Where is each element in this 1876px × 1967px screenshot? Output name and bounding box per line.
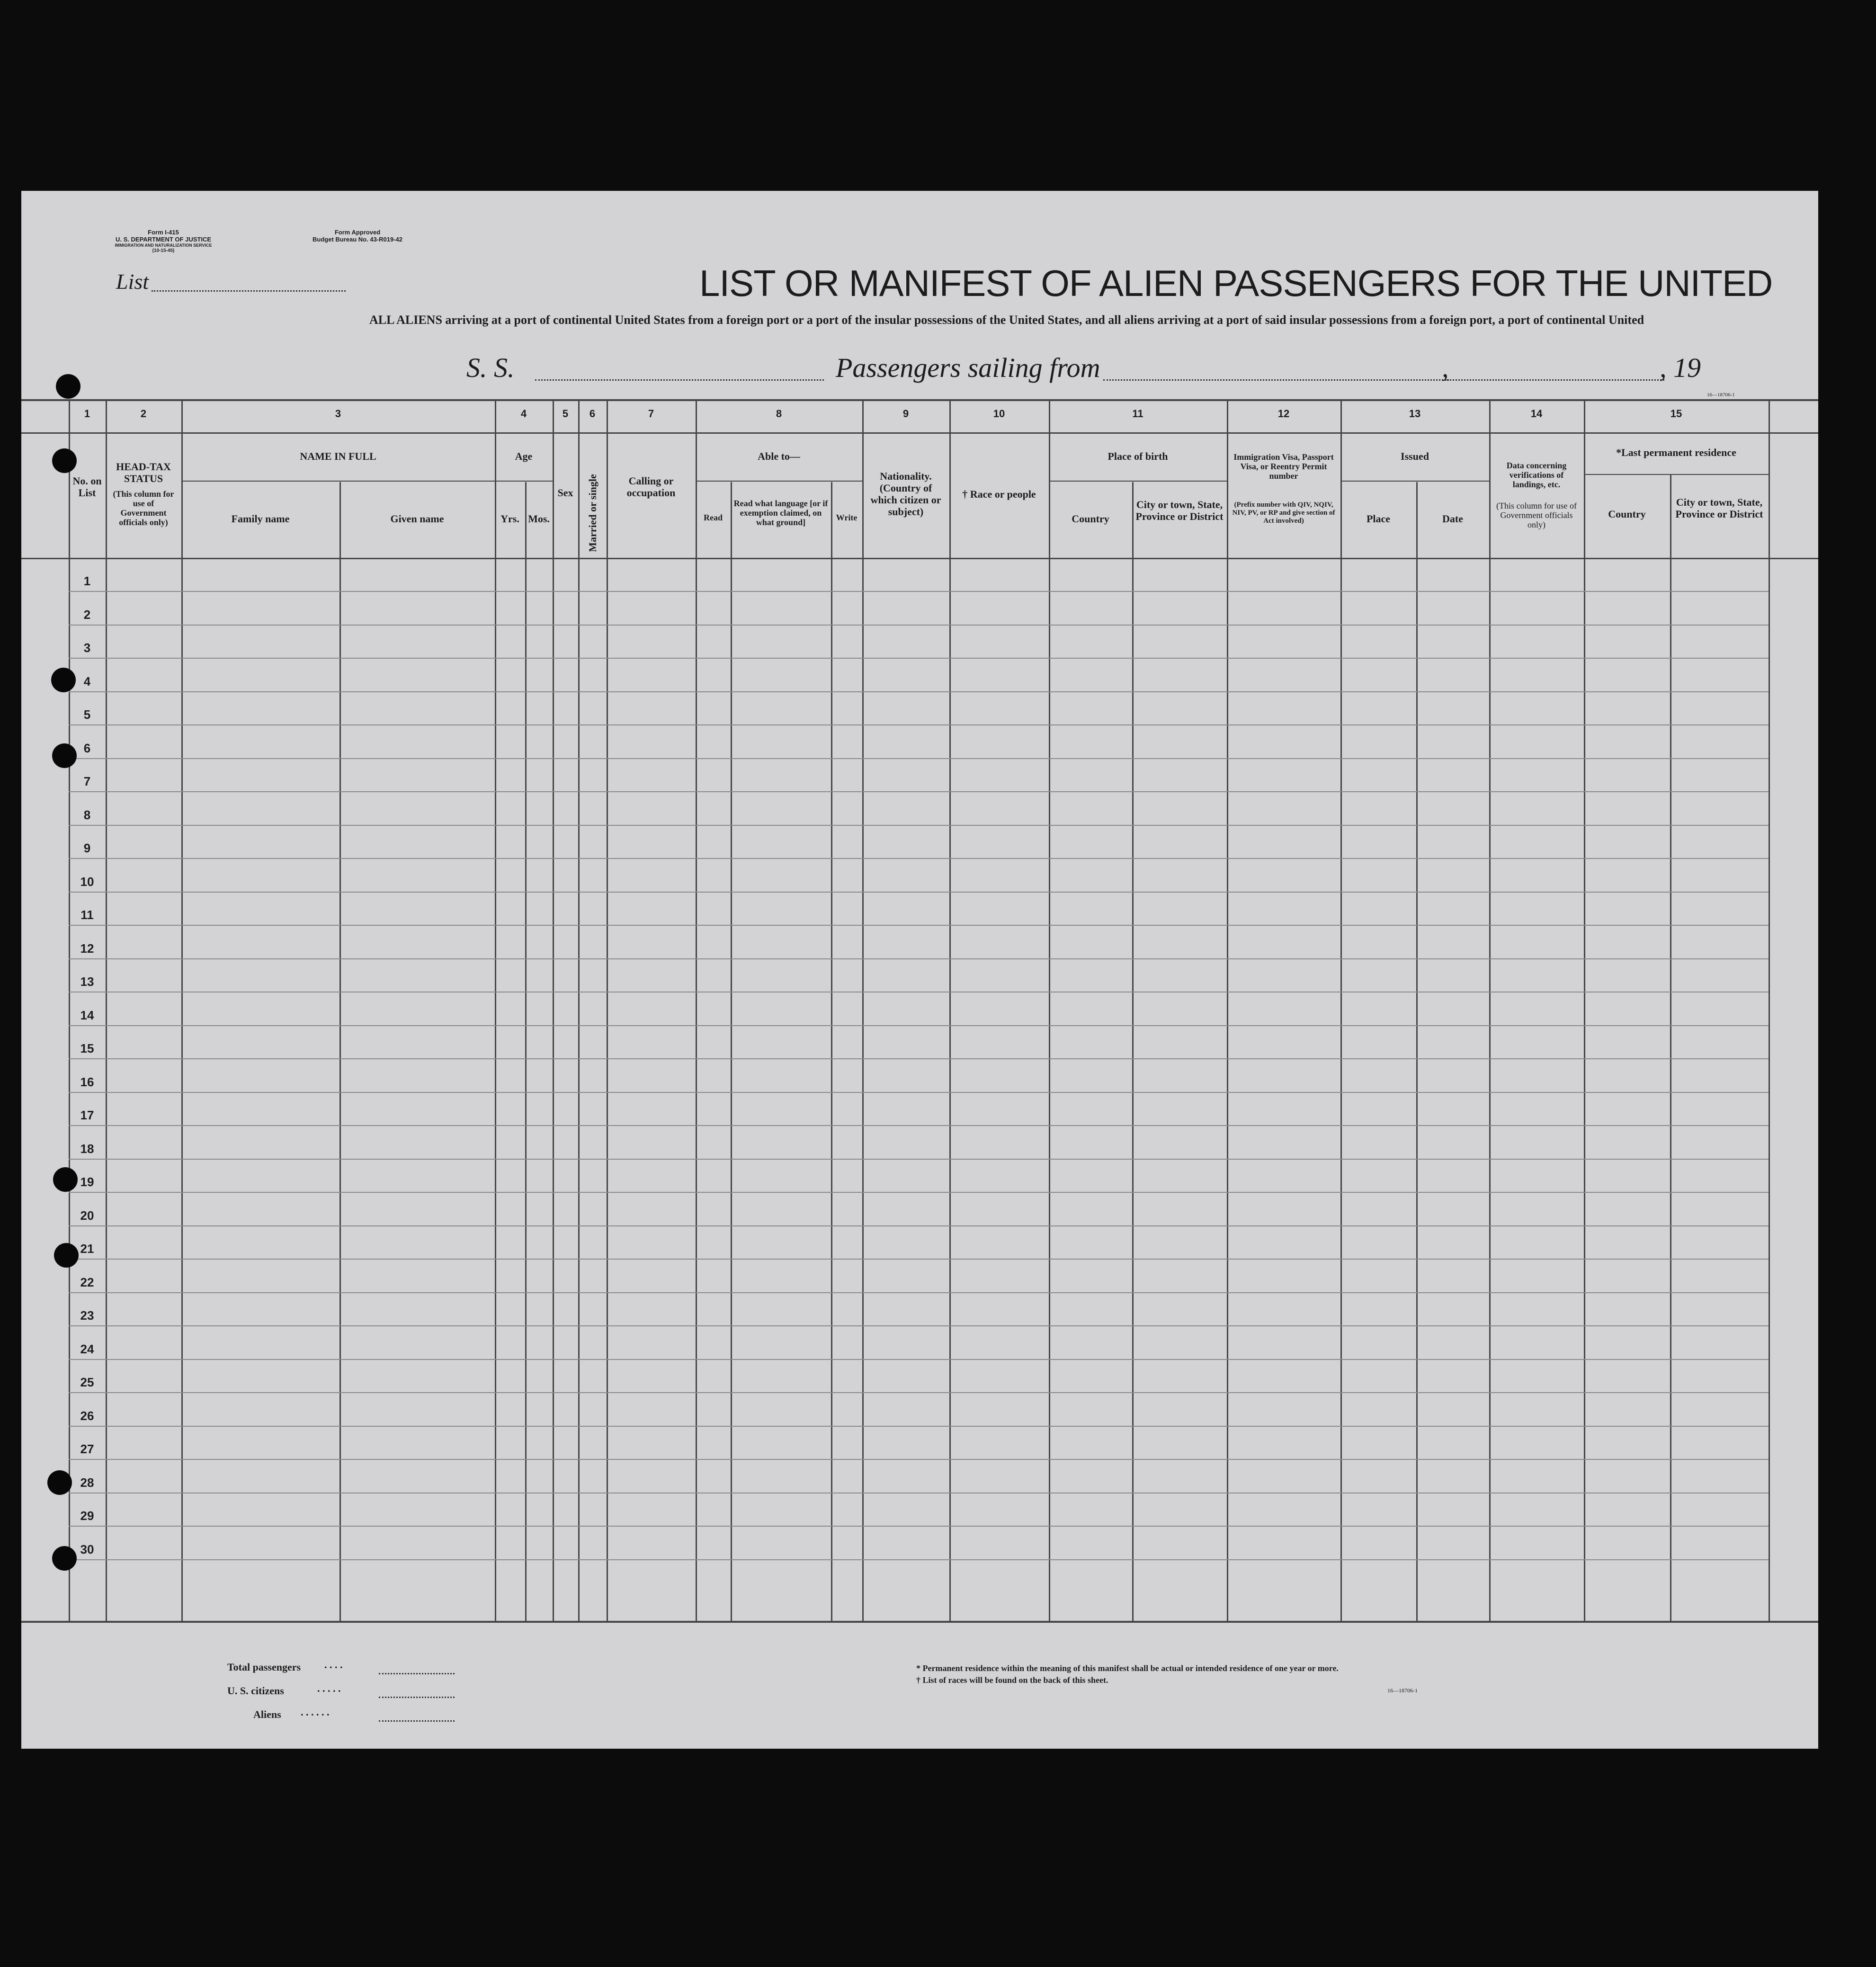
print-code-top: 16—18706-1 — [1707, 392, 1735, 398]
col-line — [1132, 482, 1134, 1621]
row-rule — [69, 1559, 1769, 1560]
col-line — [731, 482, 732, 1621]
grid-top-rule — [21, 399, 1818, 401]
row-number: 10 — [80, 874, 94, 889]
row-number: 20 — [80, 1208, 94, 1223]
header-bottom-rule — [21, 558, 1818, 559]
header-name-in-full: NAME IN FULL — [300, 450, 376, 462]
header-visa: Immigration Visa, Passport Visa, or Reentry Permit number — [1233, 452, 1334, 481]
ship-name-field[interactable] — [535, 379, 824, 381]
row-rule — [69, 625, 1769, 626]
able-group-rule — [696, 481, 862, 482]
header-place-of-birth: Place of birth — [1108, 450, 1168, 462]
row-rule — [69, 1359, 1769, 1360]
row-number: 18 — [80, 1141, 94, 1156]
issued-group-rule — [1340, 481, 1489, 482]
colnum-7: 7 — [648, 408, 654, 420]
row-rule — [69, 724, 1769, 725]
row-rule — [69, 758, 1769, 759]
list-field[interactable] — [152, 290, 346, 292]
age-group-rule — [495, 481, 553, 482]
colnum-rule — [21, 432, 1818, 434]
footnote-races: † List of races will be found on the back of this sheet. — [916, 1675, 1108, 1685]
header-last-residence: *Last permanent residence — [1616, 447, 1736, 458]
row-number: 3 — [83, 641, 91, 655]
col-line — [1584, 399, 1585, 1621]
form-approved: Form Approved — [334, 229, 381, 236]
row-number: 11 — [80, 908, 94, 922]
header-able-to: Able to— — [758, 450, 800, 462]
col-line — [949, 399, 951, 1621]
punch-hole — [56, 374, 80, 399]
row-rule — [69, 1392, 1769, 1393]
row-rule — [69, 1092, 1769, 1093]
residence-group-rule — [1584, 474, 1769, 475]
row-rule — [69, 958, 1769, 959]
aliens-field[interactable] — [379, 1720, 455, 1722]
row-rule — [69, 1058, 1769, 1059]
colnum-6: 6 — [589, 408, 596, 420]
col-line — [607, 399, 608, 1621]
row-number: 21 — [80, 1242, 94, 1256]
print-code-bottom: 16—18706-1 — [1387, 1687, 1418, 1694]
ss-label: S. S. — [466, 352, 515, 383]
footnote-residence: * Permanent residence within the meaning of this manifest shall be actual or intended residence of one year or more. — [916, 1663, 1339, 1673]
col-line — [1489, 399, 1491, 1621]
colnum-10: 10 — [993, 408, 1005, 420]
row-number: 2 — [83, 607, 91, 622]
row-rule — [69, 1526, 1769, 1527]
dots-leader: . . . . . . — [301, 1706, 330, 1718]
form-number: Form I-415 — [148, 229, 179, 236]
row-number: 17 — [80, 1108, 94, 1122]
row-number: 15 — [80, 1041, 94, 1055]
approval-info — [286, 229, 429, 243]
department: U. S. DEPARTMENT OF JUSTICE — [116, 236, 211, 243]
row-rule — [69, 1325, 1769, 1326]
colnum-5: 5 — [562, 408, 569, 420]
service: IMMIGRATION AND NATURALIZATION SERVICE — [115, 243, 212, 248]
row-number: 7 — [83, 774, 91, 788]
header-yrs: Yrs. — [500, 513, 519, 525]
row-number: 23 — [80, 1308, 94, 1323]
budget-bureau: Budget Bureau No. 43-R019-42 — [313, 236, 402, 243]
colnum-2: 2 — [140, 408, 147, 420]
row-number: 1 — [83, 574, 91, 588]
us-citizens-field[interactable] — [379, 1697, 455, 1698]
col-line — [862, 399, 864, 1621]
row-rule — [69, 658, 1769, 659]
col-line — [495, 399, 496, 1621]
col-line — [1049, 399, 1050, 1621]
punch-hole — [54, 1243, 79, 1268]
header-res-country: Country — [1608, 508, 1646, 520]
col-line — [831, 482, 832, 1621]
punch-hole — [52, 743, 77, 768]
comma-mark: , — [1442, 352, 1449, 383]
year-label: , 19 — [1660, 352, 1701, 383]
colnum-8: 8 — [776, 408, 782, 420]
row-number: 22 — [80, 1275, 94, 1289]
dots-leader: . . . . . — [317, 1682, 341, 1694]
row-number: 13 — [80, 975, 94, 989]
colnum-1: 1 — [84, 408, 90, 420]
header-read-language: Read what language [or if exemption claimed, on what ground] — [733, 499, 828, 527]
row-rule — [69, 925, 1769, 926]
row-number: 28 — [80, 1475, 94, 1490]
col-line — [181, 399, 183, 1621]
row-rule — [69, 1025, 1769, 1026]
manifest-sheet — [21, 191, 1818, 1749]
punch-hole — [52, 448, 77, 473]
header-birth-city: City or town, State, Province or District — [1135, 499, 1224, 522]
row-number: 25 — [80, 1375, 94, 1389]
row-number: 19 — [80, 1175, 94, 1189]
total-passengers-field[interactable] — [379, 1673, 455, 1674]
row-rule — [69, 1259, 1769, 1260]
col-line — [525, 482, 527, 1621]
row-number: 24 — [80, 1341, 94, 1356]
row-rule — [69, 1292, 1769, 1293]
port-field[interactable] — [1103, 379, 1449, 381]
header-given-name: Given name — [390, 513, 444, 525]
colnum-11: 11 — [1132, 408, 1143, 420]
header-no-on-list: No. on List — [72, 475, 102, 499]
header-issued-place: Place — [1366, 513, 1391, 525]
row-rule — [69, 591, 1769, 592]
col-line — [1416, 482, 1418, 1621]
header-sex: Sex — [557, 487, 573, 499]
row-rule — [69, 1159, 1769, 1160]
header-age: Age — [515, 450, 533, 462]
colnum-4: 4 — [520, 408, 527, 420]
row-number: 27 — [80, 1442, 94, 1456]
header-issued-date: Date — [1442, 513, 1463, 525]
col-line — [1340, 399, 1342, 1621]
col-line — [1670, 475, 1671, 1621]
us-citizens-label: U. S. citizens — [227, 1685, 284, 1697]
row-number: 12 — [80, 941, 94, 956]
form-title: LIST OR MANIFEST OF ALIEN PASSENGERS FOR THE UNITED — [699, 262, 1773, 304]
dots-leader: . . . . — [324, 1659, 343, 1671]
header-data-note: (This column for use of Government officials only) — [1496, 501, 1577, 529]
row-number: 6 — [83, 741, 91, 755]
row-number: 16 — [80, 1074, 94, 1089]
header-write: Write — [836, 513, 858, 522]
list-label: List — [116, 269, 149, 294]
header-family-name: Family name — [231, 513, 290, 525]
row-number: 9 — [83, 841, 91, 855]
header-mos: Mos. — [528, 513, 550, 525]
date-code: (10-15-45) — [152, 248, 175, 253]
punch-hole — [53, 1167, 78, 1192]
form-subtitle: ALL ALIENS arriving at a port of continental United States from a foreign port or a port of the insular possessions of the United States, and all aliens arriving at a port of said insular possessions from a foreign port, a port of continental United — [369, 313, 1644, 327]
row-rule — [69, 1459, 1769, 1460]
row-rule — [69, 791, 1769, 792]
row-rule — [69, 1426, 1769, 1427]
header-married-cell — [578, 475, 607, 551]
header-res-city: City or town, State, Province or District — [1675, 496, 1763, 520]
row-rule — [69, 892, 1769, 893]
header-issued: Issued — [1401, 450, 1429, 462]
col-line — [578, 399, 580, 1621]
col-line — [553, 399, 554, 1621]
header-read: Read — [704, 513, 723, 522]
date-field[interactable] — [1447, 379, 1664, 381]
col-line — [1769, 399, 1770, 1621]
header-head-tax: HEAD-TAX STATUS — [116, 461, 171, 484]
form-info — [92, 229, 234, 254]
row-rule — [69, 691, 1769, 692]
header-birth-country: Country — [1072, 513, 1109, 525]
aliens-label: Aliens — [253, 1708, 281, 1720]
row-rule — [69, 858, 1769, 859]
col-line — [1227, 399, 1228, 1621]
sailing-label: Passengers sailing from — [836, 352, 1100, 383]
colnum-13: 13 — [1409, 408, 1421, 420]
colnum-3: 3 — [335, 408, 341, 420]
name-group-rule — [181, 481, 495, 482]
colnum-9: 9 — [902, 408, 909, 420]
header-married: Married or single — [586, 474, 599, 552]
header-data-concerning: Data concerning verifications of landings, etc. — [1506, 461, 1567, 489]
header-visa-note: (Prefix number with QIV, NQIV, NIV, PV, or RP and give section of Act involved) — [1232, 501, 1335, 525]
punch-hole — [52, 1546, 77, 1571]
col-line — [339, 482, 341, 1621]
header-calling: Calling or occupation — [626, 475, 676, 499]
header-nationality: Nationality. (Country of which citizen or subject) — [870, 470, 941, 518]
header-race: † Race or people — [962, 488, 1036, 500]
row-number: 30 — [80, 1542, 94, 1556]
punch-hole — [47, 1470, 72, 1495]
row-number: 26 — [80, 1408, 94, 1423]
colnum-12: 12 — [1277, 408, 1290, 420]
colnum-14: 14 — [1530, 408, 1543, 420]
punch-hole — [51, 668, 76, 692]
total-passengers-label: Total passengers — [227, 1661, 301, 1673]
col-line — [106, 399, 107, 1621]
row-number: 4 — [83, 674, 91, 688]
row-number: 5 — [83, 707, 91, 722]
row-number: 14 — [80, 1008, 94, 1022]
col-line — [696, 399, 697, 1621]
row-rule — [69, 1192, 1769, 1193]
row-rule — [69, 825, 1769, 826]
header-head-tax-note: (This column for use of Government officials only) — [113, 489, 174, 527]
grid-bottom-rule — [21, 1621, 1818, 1623]
row-rule — [69, 1225, 1769, 1226]
colnum-15: 15 — [1670, 408, 1682, 420]
row-rule — [69, 1125, 1769, 1126]
birth-group-rule — [1049, 481, 1227, 482]
row-number: 8 — [83, 807, 91, 822]
row-number: 29 — [80, 1509, 94, 1523]
